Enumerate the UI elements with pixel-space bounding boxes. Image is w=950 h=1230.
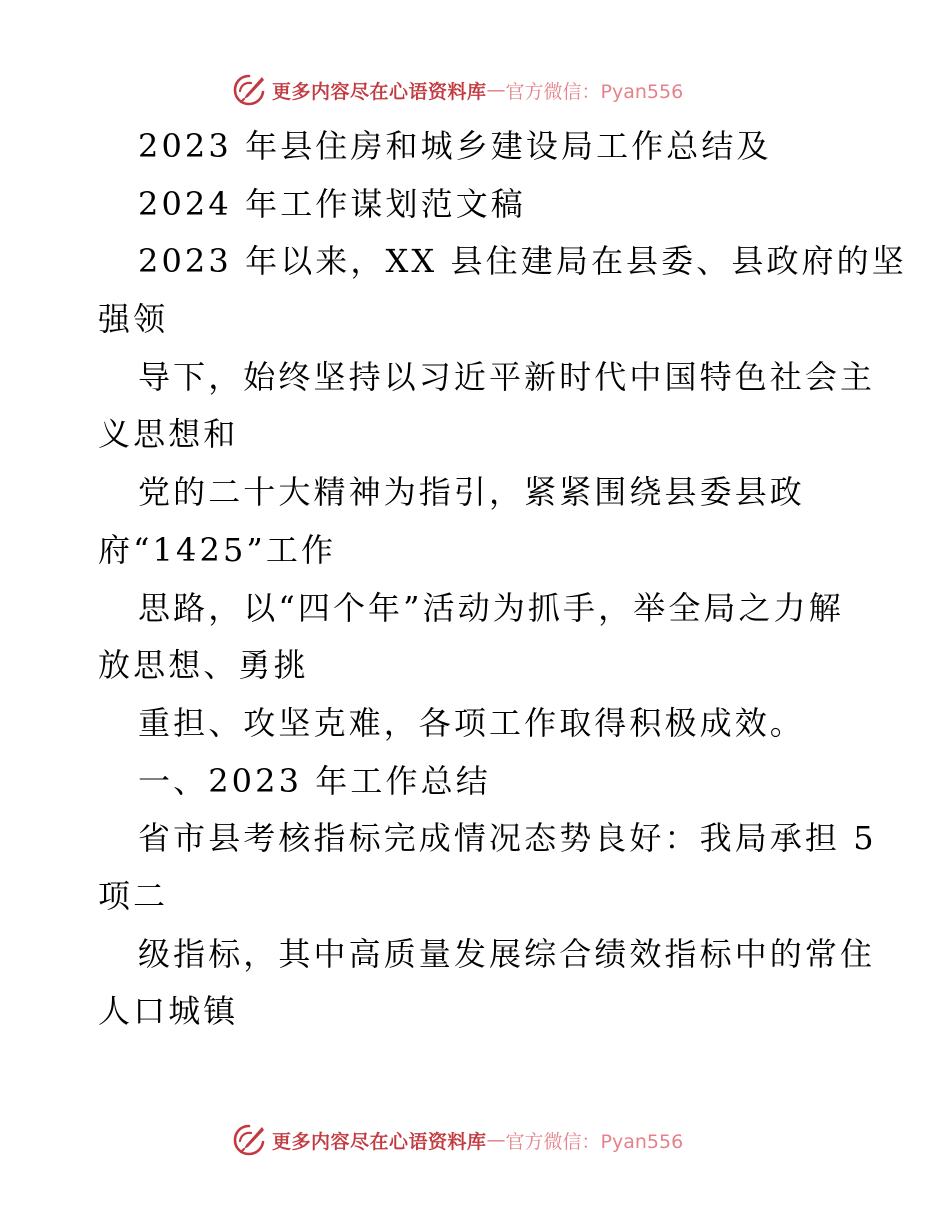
- watermark-separator: —: [486, 79, 506, 101]
- watermark-header: [232, 70, 683, 110]
- document-line: 2024 年工作谋划范文稿: [138, 184, 526, 223]
- document-line: 义思想和: [98, 415, 239, 454]
- document-line: 导下，始终坚持以习近平新时代中国特色社会主: [138, 357, 876, 396]
- watermark-sub-text: 官方微信：Pyan556: [505, 1130, 684, 1153]
- watermark-main-text: 更多内容尽在心语资料库: [272, 1130, 487, 1153]
- document-line: 强领: [98, 300, 169, 339]
- section-heading: 一、2023 年工作总结: [138, 761, 491, 800]
- document-line: 党的二十大精神为指引，紧紧围绕县委县政: [138, 473, 805, 512]
- watermark-footer: [232, 1120, 683, 1160]
- document-line: 人口城镇: [98, 992, 239, 1031]
- watermark-main-text: 更多内容尽在心语资料库: [272, 80, 487, 103]
- document-line: 省市县考核指标完成情况态势良好：我局承担 5: [138, 819, 877, 858]
- quill-swirl-logo-icon: [232, 1123, 266, 1157]
- document-line: 放思想、勇挑: [98, 646, 309, 685]
- document-line: 思路，以“四个年”活动为抓手，举全局之力解: [138, 588, 844, 627]
- watermark-sub-text: 官方微信：Pyan556: [505, 80, 684, 103]
- quill-swirl-logo-icon: [232, 73, 266, 107]
- document-line: 府“1425”工作: [98, 530, 337, 569]
- watermark-separator: —: [486, 1129, 506, 1151]
- document-body: [98, 118, 907, 1041]
- document-line: 重担、攻坚克难，各项工作取得积极成效。: [138, 703, 805, 742]
- document-line: 2023 年以来，XX 县住建局在县委、县政府的坚: [138, 242, 907, 281]
- document-line: 项二: [98, 876, 169, 915]
- document-line: 级指标，其中高质量发展综合绩效指标中的常住: [138, 934, 876, 973]
- document-line: 2023 年县住房和城乡建设局工作总结及: [138, 127, 772, 165]
